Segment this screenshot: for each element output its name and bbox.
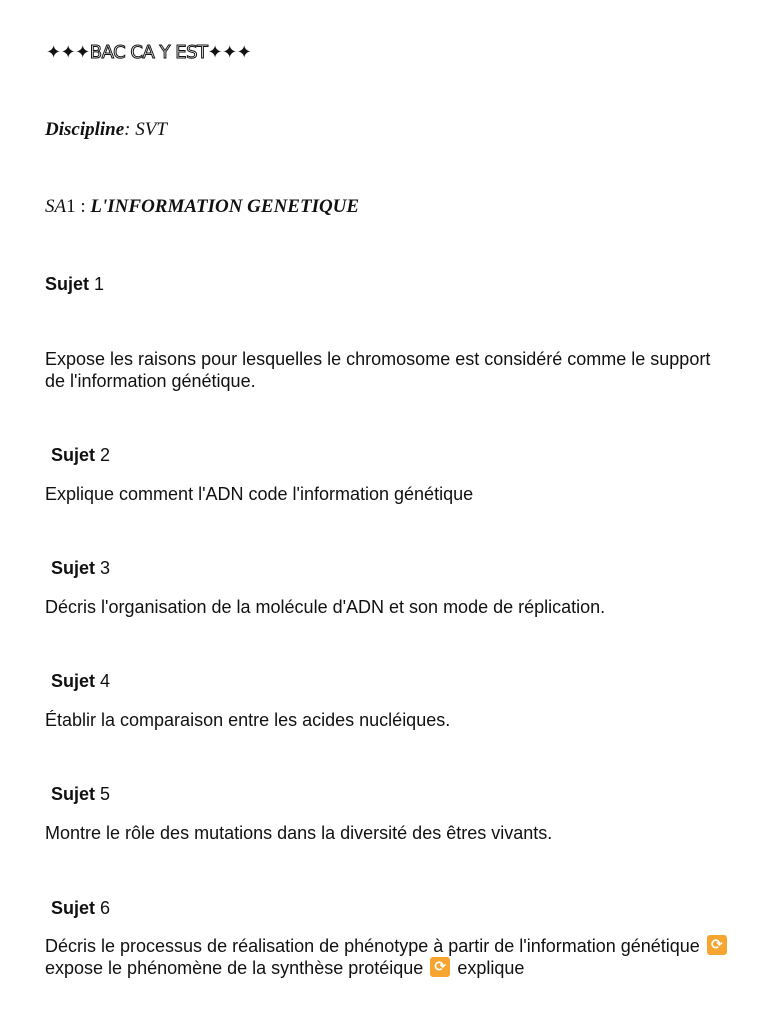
sa-title: L'INFORMATION GENETIQUE	[90, 196, 360, 217]
discipline-label: Discipline	[45, 119, 125, 140]
discipline-separator: :	[124, 119, 136, 140]
sujet-number: 3	[100, 558, 111, 578]
sujet-text-3: Décris l'organisation de la molécule d'ADN et son mode de réplication.	[45, 597, 606, 617]
sujet-text-5: Montre le rôle des mutations dans la diversité des êtres vivants.	[45, 823, 553, 843]
sujet-heading-4	[51, 671, 110, 692]
sujet-number: 5	[100, 784, 111, 804]
sujet-heading-1	[45, 274, 104, 295]
sujet-label: Sujet	[51, 784, 96, 804]
sujet-label: Sujet	[45, 274, 90, 294]
sujet-text-6	[45, 935, 735, 979]
stars-left: ✦✦✦	[46, 42, 90, 63]
repeat-icon: ⟳	[707, 935, 727, 955]
sujet-number: 4	[100, 671, 111, 691]
sa-prefix: SA	[45, 196, 67, 217]
sujet-text-1: Expose les raisons pour lesquelles le chromosome est considéré comme le support de l'information génétique.	[45, 349, 711, 391]
discipline-value: SVT	[135, 119, 167, 140]
document-header	[46, 42, 251, 63]
header-title-text: BAC CA Y EST	[89, 42, 208, 63]
sujet-text-2: Explique comment l'ADN code l'information génétique	[45, 484, 474, 504]
sujet-label: Sujet	[51, 445, 96, 465]
sujet-heading-6	[51, 898, 110, 919]
sujet-number: 2	[100, 445, 111, 465]
sa-number: 1	[66, 196, 76, 217]
sujet-text-4: Établir la comparaison entre les acides nucléiques.	[45, 710, 451, 730]
sujet-heading-5	[51, 784, 110, 805]
sujet-text-6-part1: Décris le processus de réalisation de phénotype à partir de l'information génétique	[45, 936, 700, 956]
sa-separator: :	[75, 196, 91, 217]
stars-right: ✦✦✦	[207, 42, 252, 63]
sujet-heading-2	[51, 445, 110, 466]
sujet-number: 1	[94, 274, 105, 294]
repeat-icon: ⟳	[430, 957, 450, 977]
sa-heading	[45, 196, 359, 218]
sujet-number: 6	[100, 898, 111, 918]
sujet-label: Sujet	[51, 898, 96, 918]
sujet-label: Sujet	[51, 558, 96, 578]
sujet-text-6-part3: explique	[457, 958, 525, 978]
sujet-heading-3	[51, 558, 110, 579]
discipline-line	[45, 119, 167, 141]
sujet-text-6-part2: expose le phénomène de la synthèse protéique	[45, 958, 424, 978]
sujet-label: Sujet	[51, 671, 96, 691]
